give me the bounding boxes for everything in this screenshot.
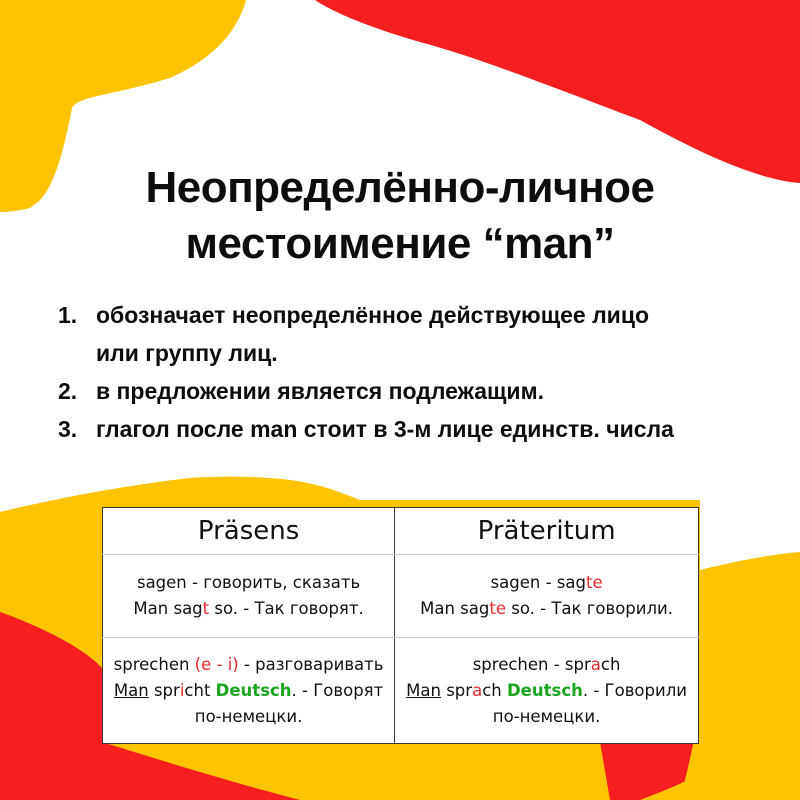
- object-highlight: Deutsch: [215, 680, 292, 700]
- table-row: [103, 555, 699, 638]
- verb-text: sprechen: [113, 654, 195, 674]
- rule-number: 3.: [58, 416, 78, 442]
- example-sentence: [105, 678, 392, 704]
- example-text: . - Говорят: [291, 680, 384, 700]
- vowel-change-highlight: (e - i): [194, 654, 239, 674]
- rule-item: [58, 410, 758, 448]
- vowel-highlight: a: [472, 680, 483, 700]
- table-header-row: [103, 508, 699, 555]
- rule-number: 2.: [58, 378, 78, 404]
- subject-man: Man: [406, 680, 441, 700]
- vowel-highlight: a: [590, 654, 601, 674]
- ending-highlight: te: [585, 573, 603, 592]
- example-sentence: [105, 596, 392, 622]
- subject-man: Man: [113, 680, 149, 700]
- ending-highlight: t: [202, 599, 210, 618]
- page-title: [0, 160, 800, 272]
- example-continued: по-немецки.: [492, 706, 601, 726]
- example-text: spr: [148, 680, 180, 700]
- example-sentence: [397, 678, 696, 704]
- cell-sagen-praesens: [103, 555, 395, 638]
- rule-text: обозначает неопределённое действующее лицо: [96, 302, 650, 328]
- rules-list: [58, 296, 758, 448]
- title-line-1: Неопределённо-личное: [145, 163, 655, 212]
- rule-text: в предложении является подлежащим.: [96, 378, 544, 404]
- verb-text: sagen - sag: [490, 573, 586, 592]
- example-text: so. - Так говорили.: [505, 599, 674, 618]
- verb-text: sprechen - spr: [472, 654, 591, 674]
- verb-forms: [397, 652, 696, 678]
- title-line-2: местоимение “man”: [185, 219, 615, 268]
- cell-sprechen-praeteritum: [395, 638, 699, 744]
- example-text: Man sag: [133, 599, 203, 618]
- table-row: [103, 638, 699, 744]
- rule-text-continued: или группу лиц.: [96, 340, 278, 366]
- ending-highlight: te: [489, 599, 506, 618]
- example-text: so. - Так говорят.: [209, 599, 364, 618]
- rule-number: 1.: [58, 302, 78, 328]
- verb-forms: [105, 652, 392, 678]
- header-praesens: Präsens: [103, 508, 395, 555]
- object-highlight: Deutsch: [506, 680, 583, 700]
- cell-sprechen-praesens: [103, 638, 395, 744]
- verb-infinitive: sagen - говорить, сказать: [136, 573, 361, 592]
- red-shape-top-right: [315, 0, 800, 183]
- example-continued: по-немецки.: [194, 706, 303, 726]
- example-text: . - Говорили: [582, 680, 687, 700]
- rule-text: глагол после man стоит в 3-м лице единств. числа: [96, 416, 674, 442]
- vowel-highlight: i: [179, 680, 185, 700]
- verb-forms: [397, 570, 696, 596]
- verb-text: ch: [600, 654, 621, 674]
- example-text: spr: [440, 680, 473, 700]
- example-text: Man sag: [420, 599, 490, 618]
- example-text: ch: [482, 680, 507, 700]
- rule-item: [58, 372, 758, 410]
- example-sentence: [397, 596, 696, 622]
- rule-item: [58, 296, 758, 372]
- verb-text: - разговаривать: [238, 654, 384, 674]
- tense-table: [102, 507, 699, 744]
- example-text: cht: [184, 680, 216, 700]
- cell-sagen-praeteritum: [395, 555, 699, 638]
- header-praeteritum: Präteritum: [395, 508, 699, 555]
